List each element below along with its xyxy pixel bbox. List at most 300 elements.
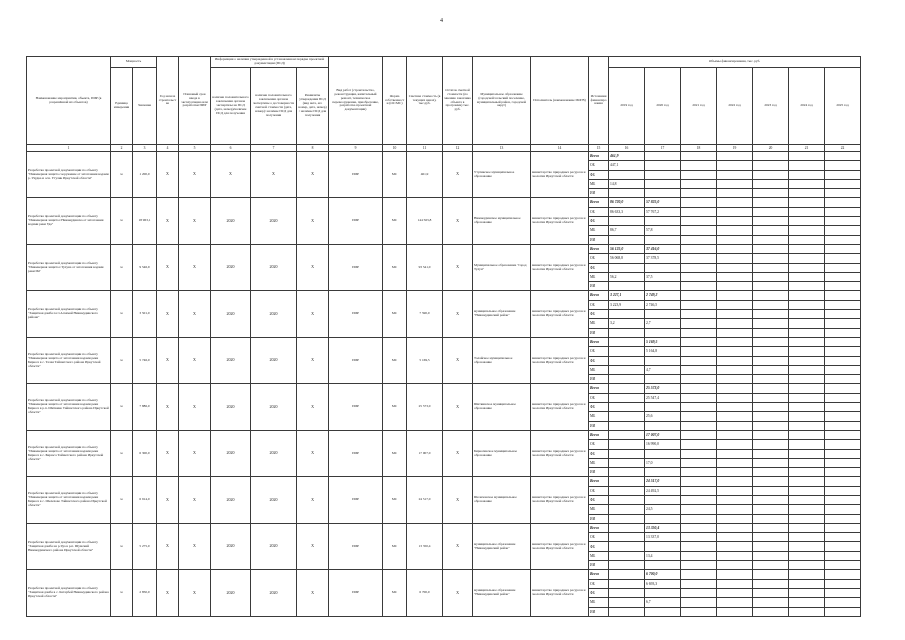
commission-cell: Х (179, 477, 211, 523)
funding-empty (717, 495, 753, 504)
fin-source-label: ОБ (589, 486, 609, 495)
funding-empty (789, 393, 825, 402)
fin-source-label: ФБ (589, 449, 609, 458)
funding-empty (681, 244, 717, 253)
column-number: 22 (825, 145, 861, 152)
fin-source-label: ИИ (589, 561, 609, 570)
ownership-cell: МС (383, 152, 407, 198)
remaining-cell: Х (443, 384, 473, 430)
funding-2019: 56 068,8 (609, 254, 645, 263)
funding-empty (825, 189, 861, 198)
fin-source-label: Всего (589, 430, 609, 439)
funding-empty (717, 468, 753, 477)
funding-empty (717, 226, 753, 235)
table-row (27, 477, 861, 486)
funding-empty (717, 440, 753, 449)
start-cell: Х (157, 244, 179, 290)
funding-2020 (645, 235, 681, 244)
info-c-cell: Х (297, 384, 329, 430)
funding-2019: 86,7 (609, 226, 645, 235)
funding-2020 (645, 152, 681, 161)
cost-cell: 25 573,0 (407, 384, 443, 430)
funding-empty (825, 505, 861, 514)
funding-empty (753, 570, 789, 579)
funding-empty (825, 356, 861, 365)
funding-empty (825, 272, 861, 281)
info-b-cell: 2020 (251, 570, 297, 616)
funding-empty (717, 282, 753, 291)
funding-empty (681, 235, 717, 244)
remaining-cell: Х (443, 570, 473, 616)
funding-empty (681, 375, 717, 384)
funding-empty (753, 607, 789, 616)
funding-empty (789, 291, 825, 300)
fin-source-label: Всего (589, 244, 609, 253)
funding-2020: 25,6 (645, 412, 681, 421)
executor-cell: министерство природных ресурсов и экологии Иркутской области (531, 198, 589, 244)
fin-source-label: ИИ (589, 235, 609, 244)
fin-source-label: ФБ (589, 310, 609, 319)
info-a-cell: 2020 (211, 523, 251, 569)
funding-empty (789, 412, 825, 421)
funding-2019: 461,9 (609, 152, 645, 161)
funding-empty (825, 207, 861, 216)
column-number: 5 (179, 145, 211, 152)
funding-empty (681, 291, 717, 300)
funding-2019 (609, 495, 645, 504)
funding-empty (753, 523, 789, 532)
funding-empty (753, 244, 789, 253)
value-cell: 9 546,9 (133, 244, 157, 290)
fin-source-label: МБ (589, 365, 609, 374)
column-number: 7 (251, 145, 297, 152)
funding-2019 (609, 458, 645, 467)
info-a-cell: 2020 (211, 384, 251, 430)
funding-empty (681, 393, 717, 402)
funding-empty (753, 179, 789, 188)
funding-empty (789, 328, 825, 337)
funding-empty (753, 207, 789, 216)
funding-2020 (645, 282, 681, 291)
fin-source-label: МБ (589, 319, 609, 328)
funding-empty (681, 198, 717, 207)
fin-source-label: ОБ (589, 254, 609, 263)
funding-empty (753, 161, 789, 170)
header-info-group: Информация о наличии утвержденной в установленном порядке проектной документации (ПСД) (211, 57, 329, 68)
fin-source-label: ОБ (589, 393, 609, 402)
commission-cell: Х (179, 337, 211, 383)
unit-cell: м (111, 152, 133, 198)
funding-empty (825, 551, 861, 560)
funding-empty (753, 300, 789, 309)
column-number: 8 (297, 145, 329, 152)
header-year: 2023 год (753, 68, 789, 145)
funding-empty (825, 291, 861, 300)
funding-2020 (645, 403, 681, 412)
funding-empty (825, 588, 861, 597)
funding-2019 (609, 533, 645, 542)
info-b-cell: Х (251, 152, 297, 198)
funding-empty (681, 161, 717, 170)
funding-2020 (645, 179, 681, 188)
column-number: 11 (407, 145, 443, 152)
municipality-cell: Нижнеудинское муниципальное образование (473, 198, 531, 244)
funding-2020 (645, 514, 681, 523)
funding-empty (825, 458, 861, 467)
funding-empty (825, 217, 861, 226)
funding-empty (825, 403, 861, 412)
funding-2019: 56 125,0 (609, 244, 645, 253)
funding-empty (789, 263, 825, 272)
column-number: 4 (157, 145, 179, 152)
funding-2019 (609, 347, 645, 356)
funding-empty (753, 393, 789, 402)
funding-empty (717, 561, 753, 570)
funding-empty (717, 347, 753, 356)
funding-empty (825, 393, 861, 402)
remaining-cell: Х (443, 430, 473, 476)
fin-source-label: МБ (589, 458, 609, 467)
funding-empty (789, 523, 825, 532)
funding-empty (753, 356, 789, 365)
funding-2019: 86 720,0 (609, 198, 645, 207)
remaining-cell: Х (443, 477, 473, 523)
funding-2020 (645, 170, 681, 179)
fin-source-label: ФБ (589, 356, 609, 365)
funding-2019 (609, 561, 645, 570)
fin-source-label: ОБ (589, 347, 609, 356)
fin-source-label: МБ (589, 505, 609, 514)
funding-empty (753, 263, 789, 272)
column-number: 13 (473, 145, 531, 152)
funding-empty (717, 263, 753, 272)
info-c-cell: Х (297, 430, 329, 476)
funding-2020: 17 007,0 (645, 430, 681, 439)
funding-empty (789, 347, 825, 356)
object-name: Разработка проектной документации по объекту "Инженерная защита от затопления водами реки Бирюса в с. Бирюса Тайшетского района Иркутской области" (27, 430, 111, 476)
info-a-cell: 2020 (211, 244, 251, 290)
object-name: Разработка проектной документации по объекту "Инженерная защита от затопления водами реки Бирюса в с. Шелехово Тайшетского района Иркутской области" (27, 477, 111, 523)
executor-cell: министерство природных ресурсов и экологии Иркутской области (531, 152, 589, 198)
header-info-a: наличие положительного заключения органов экспертизы на ПСД (дата, номер)/наличие ПСД для получения (211, 68, 251, 145)
municipality-cell: Шиткинское муниципальное образование (473, 384, 531, 430)
funding-empty (717, 319, 753, 328)
object-name: Разработка проектной документации по объекту "Инженерная защита сооружение от затопления водами р. Ухудка и осн. Утулик Иркутской области" (27, 152, 111, 198)
funding-empty (789, 319, 825, 328)
table-row (27, 291, 861, 300)
start-cell: Х (157, 152, 179, 198)
funding-empty (681, 607, 717, 616)
start-cell: Х (157, 198, 179, 244)
funding-empty (717, 449, 753, 458)
funding-empty (717, 458, 753, 467)
funding-2020: 37 416,0 (645, 244, 681, 253)
funding-empty (681, 561, 717, 570)
funding-2020: 25 573,0 (645, 384, 681, 393)
funding-2020: 17,0 (645, 458, 681, 467)
start-cell: Х (157, 523, 179, 569)
funding-empty (753, 514, 789, 523)
object-name: Разработка проектной документации по объекту "Защитная дамба п.г.т.Алзамай Нижнеудинского района" (27, 291, 111, 337)
info-b-cell: 2020 (251, 244, 297, 290)
funding-empty (789, 607, 825, 616)
column-number: 16 (609, 145, 645, 152)
municipality-cell: муниципальное образование "Нижнеудинский район" (473, 570, 531, 616)
funding-empty (825, 179, 861, 188)
funding-empty (717, 430, 753, 439)
unit-cell: м (111, 477, 133, 523)
remaining-cell: Х (443, 337, 473, 383)
fin-source-label: Всего (589, 384, 609, 393)
funding-empty (825, 319, 861, 328)
ownership-cell: МС (383, 337, 407, 383)
funding-empty (753, 310, 789, 319)
work-cell: ПИР (329, 337, 383, 383)
funding-2019: 14,8 (609, 179, 645, 188)
funding-empty (825, 365, 861, 374)
funding-empty (753, 495, 789, 504)
fin-source-label: ОБ (589, 533, 609, 542)
funding-2020 (645, 588, 681, 597)
funding-empty (681, 217, 717, 226)
remaining-cell: Х (443, 198, 473, 244)
header-info-b: наличие положительного заключения органов экспертизы о достоверности сметной стоимости (дата, номер)/ наличие ПСД для получения (251, 68, 297, 145)
funding-empty (753, 235, 789, 244)
funding-empty (681, 542, 717, 551)
funding-empty (825, 282, 861, 291)
start-cell: Х (157, 337, 179, 383)
commission-cell: Х (179, 384, 211, 430)
work-cell: ПИР (329, 384, 383, 430)
fin-source-label: ФБ (589, 588, 609, 597)
funding-empty (717, 533, 753, 542)
funding-empty (681, 505, 717, 514)
funding-2019: 86 633,3 (609, 207, 645, 216)
funding-empty (717, 421, 753, 430)
funding-empty (681, 440, 717, 449)
funding-empty (681, 551, 717, 560)
funding-2020 (645, 310, 681, 319)
funding-2019: 3,2 (609, 319, 645, 328)
funding-empty (789, 449, 825, 458)
funding-empty (681, 170, 717, 179)
funding-2020: 2 746,5 (645, 300, 681, 309)
funding-empty (789, 598, 825, 607)
table-row (27, 337, 861, 346)
funding-empty (825, 430, 861, 439)
ownership-cell: МС (383, 384, 407, 430)
funding-2020 (645, 449, 681, 458)
funding-empty (789, 226, 825, 235)
funding-2020 (645, 161, 681, 170)
commission-cell: Х (179, 198, 211, 244)
funding-table (26, 56, 861, 617)
header-commission: Плановый срок ввода в эксплуатацию или разработки ПИР (179, 57, 211, 145)
header-year: 2021 год (681, 68, 717, 145)
funding-empty (753, 440, 789, 449)
funding-2019 (609, 263, 645, 272)
funding-empty (825, 468, 861, 477)
table-row (27, 244, 861, 253)
header-year: 2019 год (609, 68, 645, 145)
funding-2020 (645, 189, 681, 198)
info-c-cell: Х (297, 291, 329, 337)
value-cell: 18 963,1 (133, 198, 157, 244)
funding-empty (681, 356, 717, 365)
funding-2020 (645, 495, 681, 504)
funding-empty (825, 300, 861, 309)
cost-cell: 6 700,0 (407, 570, 443, 616)
funding-2020: 16 990,0 (645, 440, 681, 449)
info-c-cell: Х (297, 477, 329, 523)
funding-2019: 447,1 (609, 161, 645, 170)
info-b-cell: 2020 (251, 198, 297, 244)
fin-source-label: Всего (589, 337, 609, 346)
unit-cell: м (111, 523, 133, 569)
table-row (27, 570, 861, 579)
funding-empty (753, 272, 789, 281)
funding-2019 (609, 170, 645, 179)
funding-empty (753, 384, 789, 393)
object-name: Разработка проектной документации по объекту "Инженерная защита г.Тулуна от затопления водами реки Ия" (27, 244, 111, 290)
funding-2019 (609, 328, 645, 337)
info-c-cell: Х (297, 198, 329, 244)
funding-empty (789, 384, 825, 393)
funding-2019 (609, 365, 645, 374)
cost-cell: 93 541,0 (407, 244, 443, 290)
fin-source-label: Всего (589, 198, 609, 207)
funding-empty (789, 337, 825, 346)
funding-empty (681, 579, 717, 588)
column-number: 2 (111, 145, 133, 152)
funding-empty (717, 235, 753, 244)
funding-2020: 2,7 (645, 319, 681, 328)
funding-empty (681, 458, 717, 467)
funding-empty (753, 421, 789, 430)
info-a-cell: 2020 (211, 430, 251, 476)
funding-empty (753, 430, 789, 439)
funding-empty (753, 551, 789, 560)
funding-empty (717, 403, 753, 412)
funding-2020: 25 547,4 (645, 393, 681, 402)
funding-empty (681, 272, 717, 281)
header-ownership: Форма собственности (ОС/МС) (383, 57, 407, 145)
header-municipality: Муниципальное образование (городской/сельский поселение, муниципальный район, городской округ) (473, 57, 531, 145)
funding-empty (753, 291, 789, 300)
column-number: 1 (27, 145, 111, 152)
fin-source-label: МБ (589, 226, 609, 235)
funding-empty (789, 477, 825, 486)
funding-empty (681, 421, 717, 430)
info-a-cell: 2020 (211, 477, 251, 523)
funding-empty (717, 505, 753, 514)
column-number: 20 (753, 145, 789, 152)
fin-source-label: ИИ (589, 375, 609, 384)
funding-empty (825, 337, 861, 346)
info-c-cell: Х (297, 570, 329, 616)
funding-empty (753, 533, 789, 542)
funding-empty (789, 551, 825, 560)
funding-empty (789, 170, 825, 179)
funding-2019 (609, 570, 645, 579)
funding-empty (681, 328, 717, 337)
funding-empty (717, 189, 753, 198)
funding-empty (681, 347, 717, 356)
funding-empty (681, 384, 717, 393)
funding-empty (789, 468, 825, 477)
funding-2020 (645, 263, 681, 272)
funding-2019 (609, 217, 645, 226)
funding-empty (717, 579, 753, 588)
commission-cell: Х (179, 570, 211, 616)
funding-2019 (609, 337, 645, 346)
ownership-cell: МС (383, 244, 407, 290)
funding-2020: 57 825,0 (645, 198, 681, 207)
funding-empty (681, 254, 717, 263)
funding-empty (717, 300, 753, 309)
executor-cell: министерство природных ресурсов и экологии Иркутской области (531, 477, 589, 523)
funding-empty (789, 365, 825, 374)
fin-source-label: Всего (589, 523, 609, 532)
fin-source-label: ФБ (589, 542, 609, 551)
funding-2020 (645, 542, 681, 551)
funding-empty (681, 282, 717, 291)
funding-2019 (609, 514, 645, 523)
funding-empty (681, 365, 717, 374)
funding-empty (825, 375, 861, 384)
municipality-cell: Утуликское муниципальное образование (473, 152, 531, 198)
municipality-cell: Муниципальное образование "город Тулун" (473, 244, 531, 290)
funding-empty (717, 198, 753, 207)
fin-source-label: МБ (589, 551, 609, 560)
info-a-cell: 2020 (211, 291, 251, 337)
funding-empty (753, 365, 789, 374)
funding-empty (825, 570, 861, 579)
funding-2020: 5 169,5 (645, 337, 681, 346)
header-year: 2020 год (645, 68, 681, 145)
funding-empty (681, 588, 717, 597)
unit-cell: м (111, 198, 133, 244)
column-number: 10 (383, 145, 407, 152)
fin-source-label: Всего (589, 477, 609, 486)
funding-empty (717, 477, 753, 486)
header-year: 2024 год (789, 68, 825, 145)
value-cell: 7 886,0 (133, 384, 157, 430)
funding-empty (717, 244, 753, 253)
funding-empty (825, 328, 861, 337)
ownership-cell: МС (383, 198, 407, 244)
start-cell: Х (157, 430, 179, 476)
funding-empty (789, 189, 825, 198)
funding-empty (753, 189, 789, 198)
funding-2019 (609, 477, 645, 486)
page-number: 4 (440, 18, 443, 24)
funding-2020: 6,7 (645, 598, 681, 607)
work-cell: ПИР (329, 244, 383, 290)
funding-empty (681, 598, 717, 607)
funding-empty (825, 421, 861, 430)
funding-empty (825, 533, 861, 542)
column-number: 18 (681, 145, 717, 152)
funding-empty (825, 254, 861, 263)
fin-source-label: МБ (589, 412, 609, 421)
funding-empty (789, 254, 825, 263)
header-unit: Единица измерения (111, 68, 133, 145)
funding-empty (825, 561, 861, 570)
funding-empty (825, 495, 861, 504)
commission-cell: Х (179, 152, 211, 198)
funding-empty (825, 449, 861, 458)
